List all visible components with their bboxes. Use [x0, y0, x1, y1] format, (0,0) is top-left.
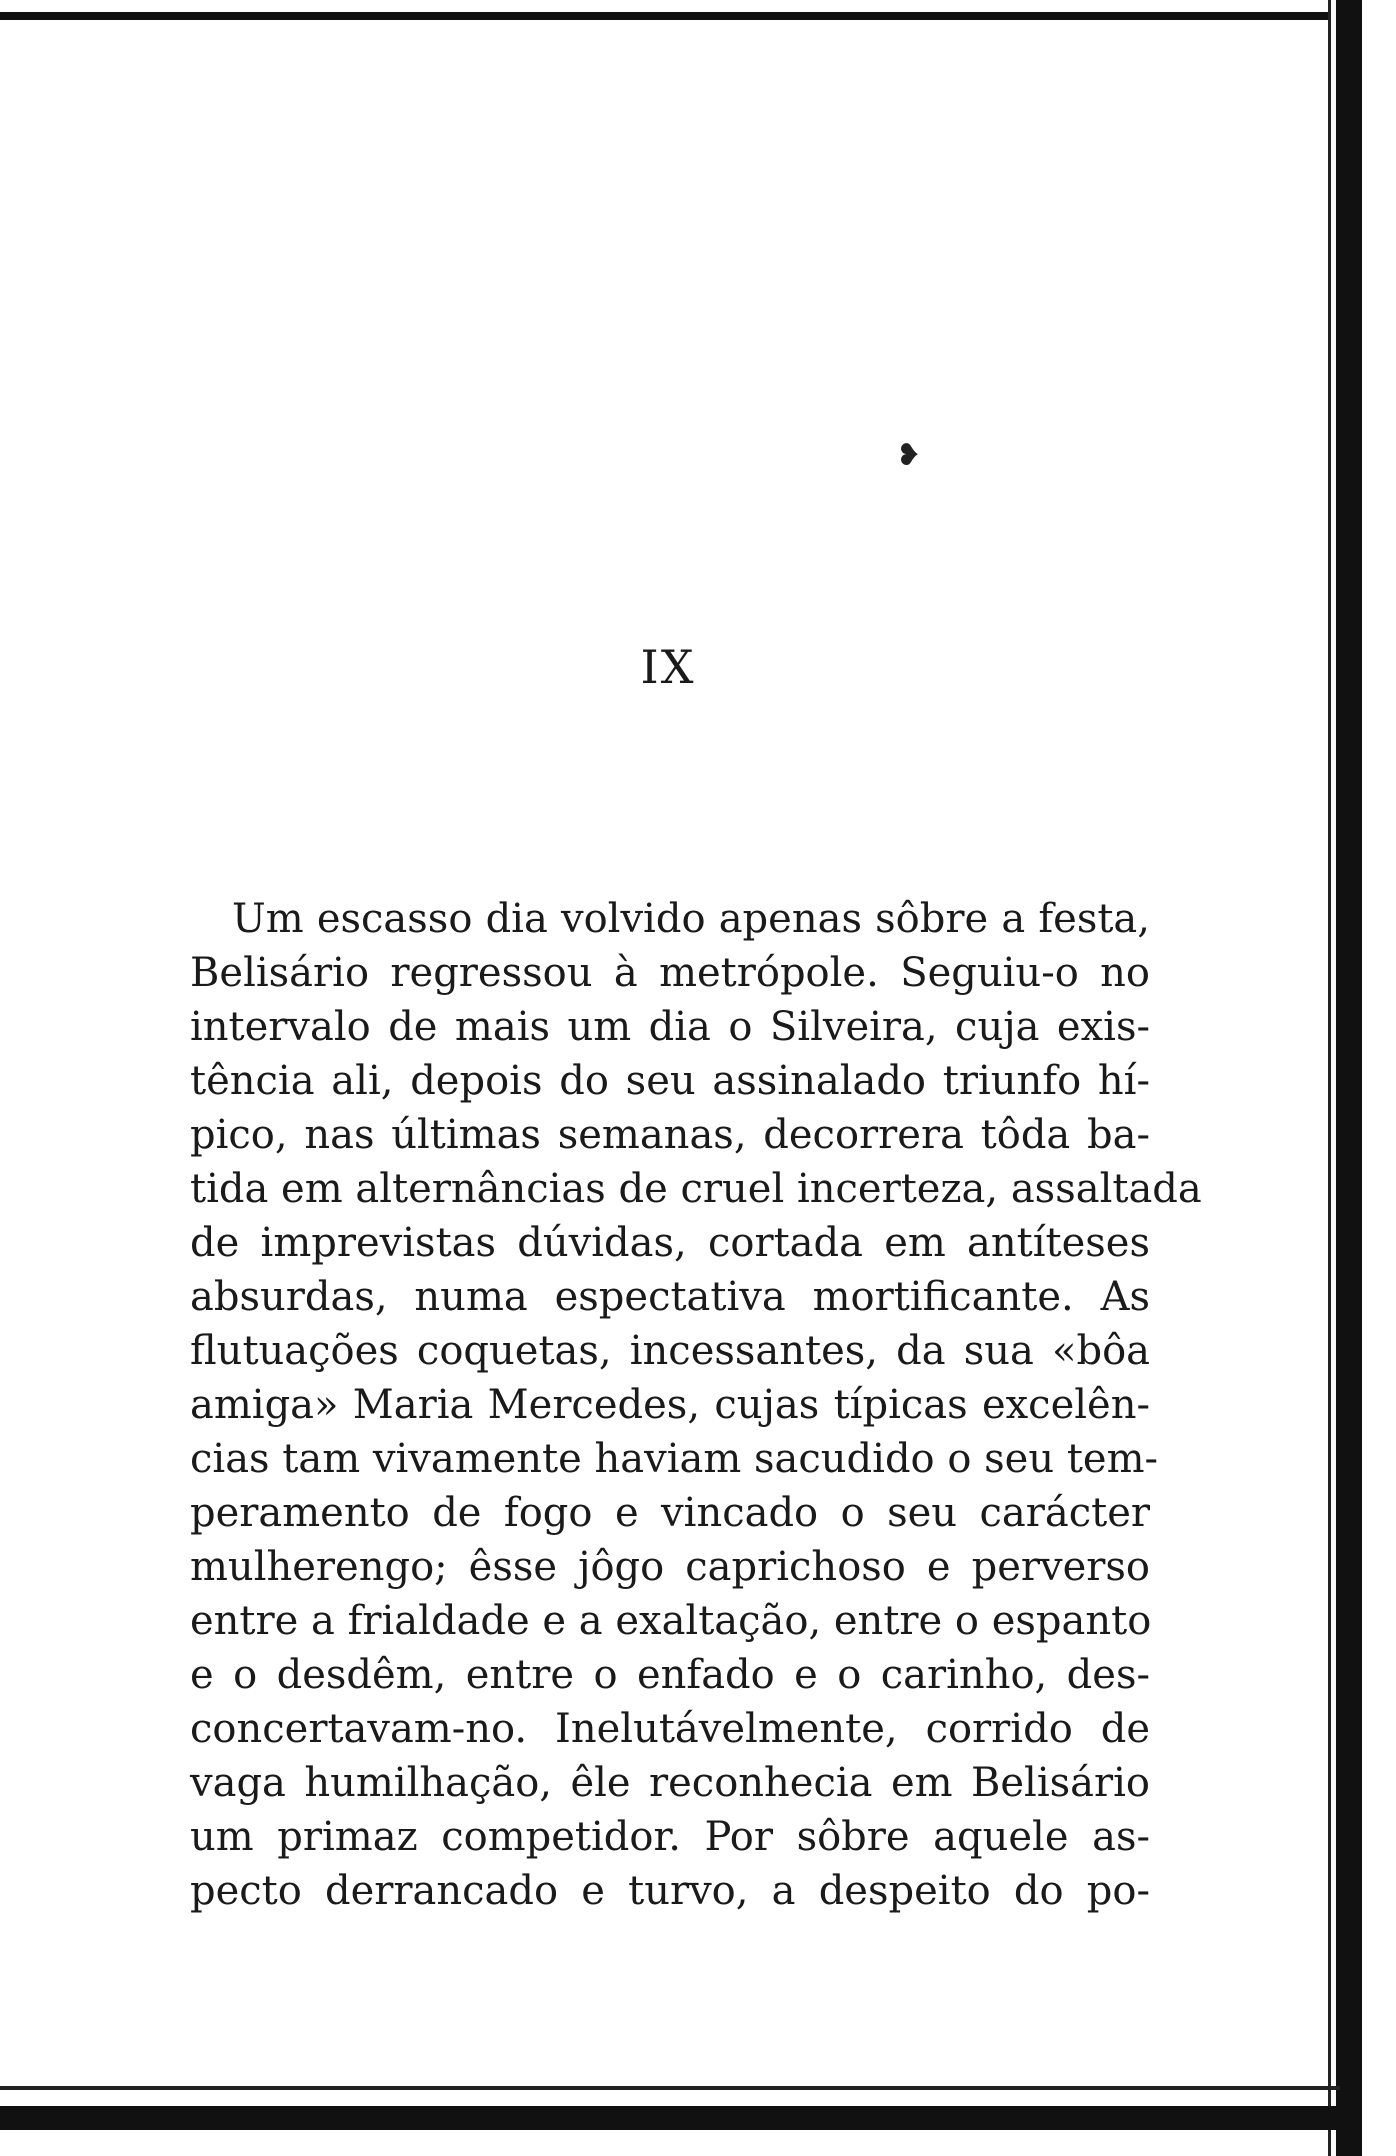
- ornament-mark: ❥: [896, 438, 922, 473]
- text-line: absurdas, numa espectativa mortificante. As: [190, 1274, 1150, 1320]
- text-line: um primaz competidor. Por sôbre aquele as-: [190, 1814, 1150, 1860]
- text-line: e o desdêm, entre o enfado e o carinho, des-: [190, 1652, 1150, 1698]
- text-line: pico, nas últimas semanas, decorrera tôda ba-: [190, 1112, 1150, 1158]
- top-border-rule: [0, 12, 1360, 20]
- chapter-title: IX: [640, 640, 696, 694]
- text-line: vaga humilhação, êle reconhecia em Belisário: [190, 1760, 1150, 1806]
- text-line: mulherengo; êsse jôgo caprichoso e perverso: [190, 1544, 1150, 1590]
- text-line: entre a frialdade e a exaltação, entre o espanto: [190, 1598, 1152, 1644]
- text-line: de imprevistas dúvidas, cortada em antíteses: [190, 1220, 1150, 1266]
- text-line: concertavam-no. Inelutávelmente, corrido de: [190, 1706, 1150, 1752]
- text-line: Um escasso dia volvido apenas sôbre a festa,: [232, 896, 1150, 942]
- bottom-border-thin-rule: [0, 2086, 1340, 2090]
- text-line: Belisário regressou à metrópole. Seguiu-o no: [190, 950, 1150, 996]
- text-line: amiga» Maria Mercedes, cujas típicas excelên-: [190, 1382, 1150, 1428]
- right-border-rule: [1336, 0, 1362, 2156]
- body-paragraph: [190, 892, 1202, 1918]
- bottom-border-rule: [0, 2106, 1362, 2130]
- text-line: peramento de fogo e vincado o seu carácter: [190, 1490, 1150, 1536]
- text-line: flutuações coquetas, incessantes, da sua «bôa: [190, 1328, 1150, 1374]
- text-line: tência ali, depois do seu assinalado triunfo hí-: [190, 1058, 1150, 1104]
- text-line: cias tam vivamente haviam sacudido o seu tem-: [190, 1436, 1159, 1482]
- text-line: intervalo de mais um dia o Silveira, cuja exis-: [190, 1004, 1150, 1050]
- text-line: tida em alternâncias de cruel incerteza, assaltada: [190, 1166, 1202, 1212]
- text-line: pecto derrancado e turvo, a despeito do po-: [190, 1868, 1150, 1914]
